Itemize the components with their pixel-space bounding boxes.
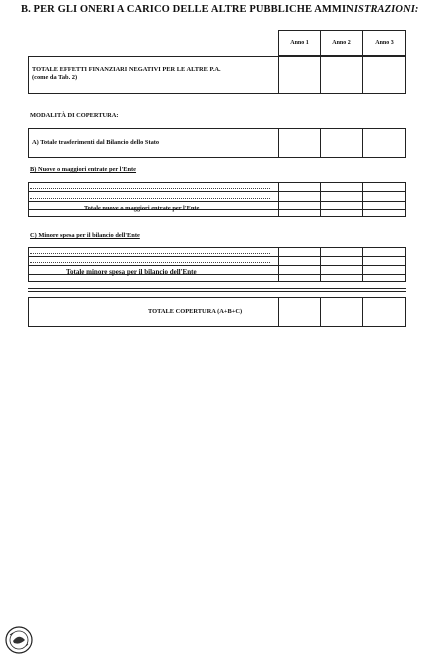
entry-line (30, 253, 270, 254)
entry-line (30, 198, 270, 199)
title-main: B. PER GLI ONERI A CARICO DELLE ALTRE PUBBLICHE AMMIN (21, 4, 354, 15)
column-year-3: Anno 3 (375, 40, 394, 46)
divider (362, 128, 363, 158)
separator (28, 291, 406, 292)
entry-line (30, 262, 270, 263)
divider (278, 297, 279, 327)
column-year-1: Anno 1 (290, 40, 309, 46)
divider (278, 128, 279, 158)
divider (320, 182, 321, 217)
divider (28, 201, 406, 202)
section-c-label: C) Minore spesa per il bilancio dell'Ente (30, 232, 140, 239)
totale-effetti-sublabel: (come da Tab. 2) (32, 74, 78, 81)
divider (320, 128, 321, 158)
column-year-2: Anno 2 (332, 40, 351, 46)
divider (362, 56, 363, 94)
seal-stamp-icon (4, 625, 34, 655)
divider (278, 56, 279, 94)
separator (28, 288, 406, 289)
section-b-total-label: Totale nuove o maggiori entrate per l'Ente (84, 205, 200, 212)
title-italic: ISTRAZIONI: (353, 4, 419, 15)
page-title (21, 4, 419, 15)
section-a-label: A) Totale trasferimenti dal Bilancio dello Stato (32, 139, 160, 146)
totale-copertura-label: TOTALE COPERTURA (A+B+C) (148, 308, 243, 315)
totale-effetti-label: TOTALE EFFETTI FINANZIARI NEGATIVI PER LE ALTRE P.A. (32, 66, 221, 73)
section-b-label: B) Nuove o maggiori entrate per l'Ente (30, 166, 137, 173)
divider (28, 265, 406, 266)
divider (278, 182, 279, 217)
modalita-heading: MODALITÀ DI COPERTURA: (30, 112, 119, 119)
section-c-total-label: Totale minore spesa per il bilancio dell'Ente (66, 268, 197, 276)
divider (320, 297, 321, 327)
entry-line (30, 188, 270, 189)
divider (28, 191, 406, 192)
divider (28, 256, 406, 257)
divider (362, 297, 363, 327)
divider (362, 182, 363, 217)
divider (320, 56, 321, 94)
totale-effetti-row (28, 56, 406, 94)
